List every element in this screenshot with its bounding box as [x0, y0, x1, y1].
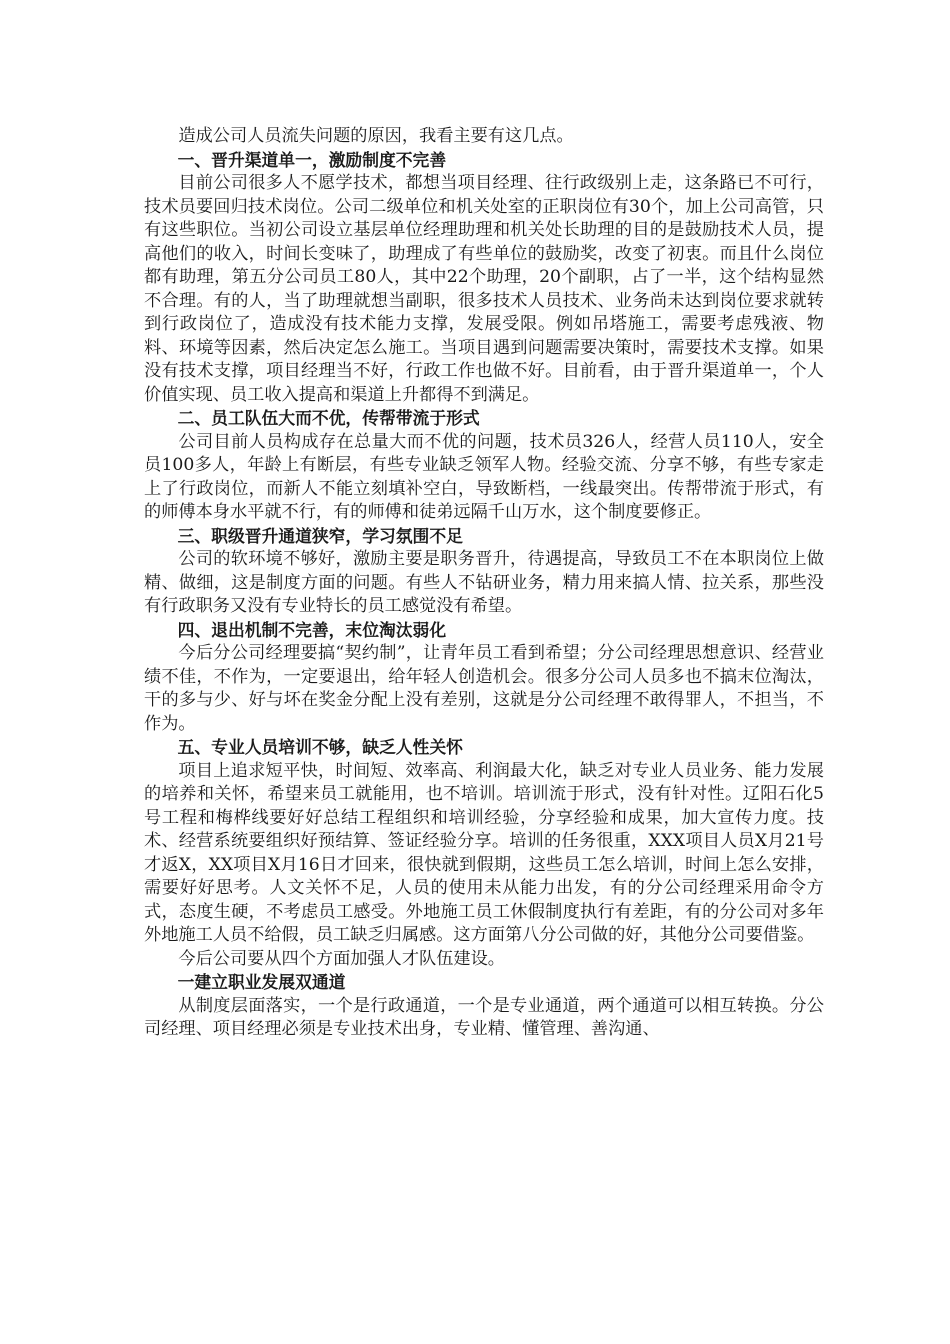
section-heading-3: 三、职级晋升通道狭窄，学习氛围不足: [177, 525, 463, 546]
intro-paragraph: 造成公司人员流失问题的原因，我看主要有这几点。: [178, 126, 574, 146]
section-heading-4: 四、退出机制不完善，末位淘汰弱化: [177, 619, 447, 640]
subsection-body: 从制度层面落实，一个是行政通道，一个是专业通道，两个通道可以相互转换。分公司经理、项目经理必须是专业技术出身，专业精、懂管理、善沟通、: [144, 995, 824, 1039]
section-heading-5: 五、专业人员培训不够，缺乏人性关怀: [177, 737, 463, 757]
section-heading-2: 二、员工队伍大而不优，传帮带流于形式: [177, 408, 480, 428]
section-body-5: 项目上追求短平快，时间短、效率高、利润最大化，缺乏对专业人员业务、能力发展的培养和关怀，希望来员工就能用，也不培训。培训流于形式，没有针对性。辽阳石化5号工程和梅桦线要好好总结工程组织和培训经验，分享经验和成果，加大宣传力度。技术、经营系统要组织好预结算、签证经验分享。培训的任务很重，XXX项目人员X月21号才返X，XX项目X月16日才回来，很快就到假期，这些员工怎么培训，时间上怎么安排，需要好好思考。人文关怀不足，人员的使用未从能力出发，有的分公司经理采用命令方式，态度生硬，不考虑员工感受。外地施工员工休假制度执行有差距，有的分公司对多年外地施工人员不给假，员工缺乏归属感。这方面第八分公司做的好，其他分公司要借鉴。: [144, 760, 824, 945]
document-page: [144, 125, 824, 1042]
section-body-3: 公司的软环境不够好，激励主要是职务晋升，待遇提高，导致员工不在本职岗位上做精、做细，这是制度方面的问题。有些人不钻研业务，精力用来搞人情、拉关系，那些没有行政职务又没有专业特长的员工感觉没有希望。: [144, 549, 824, 616]
section-body-1: 目前公司很多人不愿学技术，都想当项目经理、往行政级别上走，这条路已不可行，技术员要回归技术岗位。公司二级单位和机关处室的正职岗位有30个，加上公司高管，只有这些职位。当初公司设立基层单位经理助理和机关处长助理的目的是鼓励技术人员，提高他们的收入，时间长变味了，助理成了有些单位的鼓励奖，改变了初衷。而且什么岗位都有助理，第五分公司员工80人，其中22个助理，20个副职，占了一半，这个结构显然不合理。有的人，当了助理就想当副职，很多技术人员技术、业务尚未达到岗位要求就转到行政岗位了，造成没有技术能力支撑，发展受限。例如吊塔施工，需要考虑残液、物料、环境等因素，然后决定怎么施工。当项目遇到问题需要决策时，需要技术支撑。如果没有技术支撑，项目经理当不好，行政工作也做不好。目前看，由于晋升渠道单一，个人价值实现、员工收入提高和渠道上升都得不到满足。: [144, 173, 824, 405]
transition-paragraph: 今后公司要从四个方面加强人才队伍建设。: [178, 948, 505, 969]
section-body-2: 公司目前人员构成存在总量大而不优的问题，技术员326人，经营人员110人，安全员100多人，年龄上有断层，有些专业缺乏领军人物。经验交流、分享不够，有些专家走上了行政岗位，而新人不能立刻填补空白，导致断档，一线最突出。传帮带流于形式，有的师傅本身水平就不行，有的师傅和徒弟远隔千山万水，这个制度要修正。: [144, 431, 824, 522]
section-heading-1: 一、晋升渠道单一，激励制度不完善: [177, 149, 447, 170]
section-body-4: 今后分公司经理要搞“契约制”，让青年员工看到希望；分公司经理思想意识、经营业绩不佳，不作为，一定要退出，给年轻人创造机会。很多分公司人员多也不搞末位淘汰，干的多与少、好与坏在奖金分配上没有差别，这就是分公司经理不敢得罪人，不担当，不作为。: [144, 643, 824, 734]
subsection-heading: 一建立职业发展双通道: [177, 972, 346, 992]
